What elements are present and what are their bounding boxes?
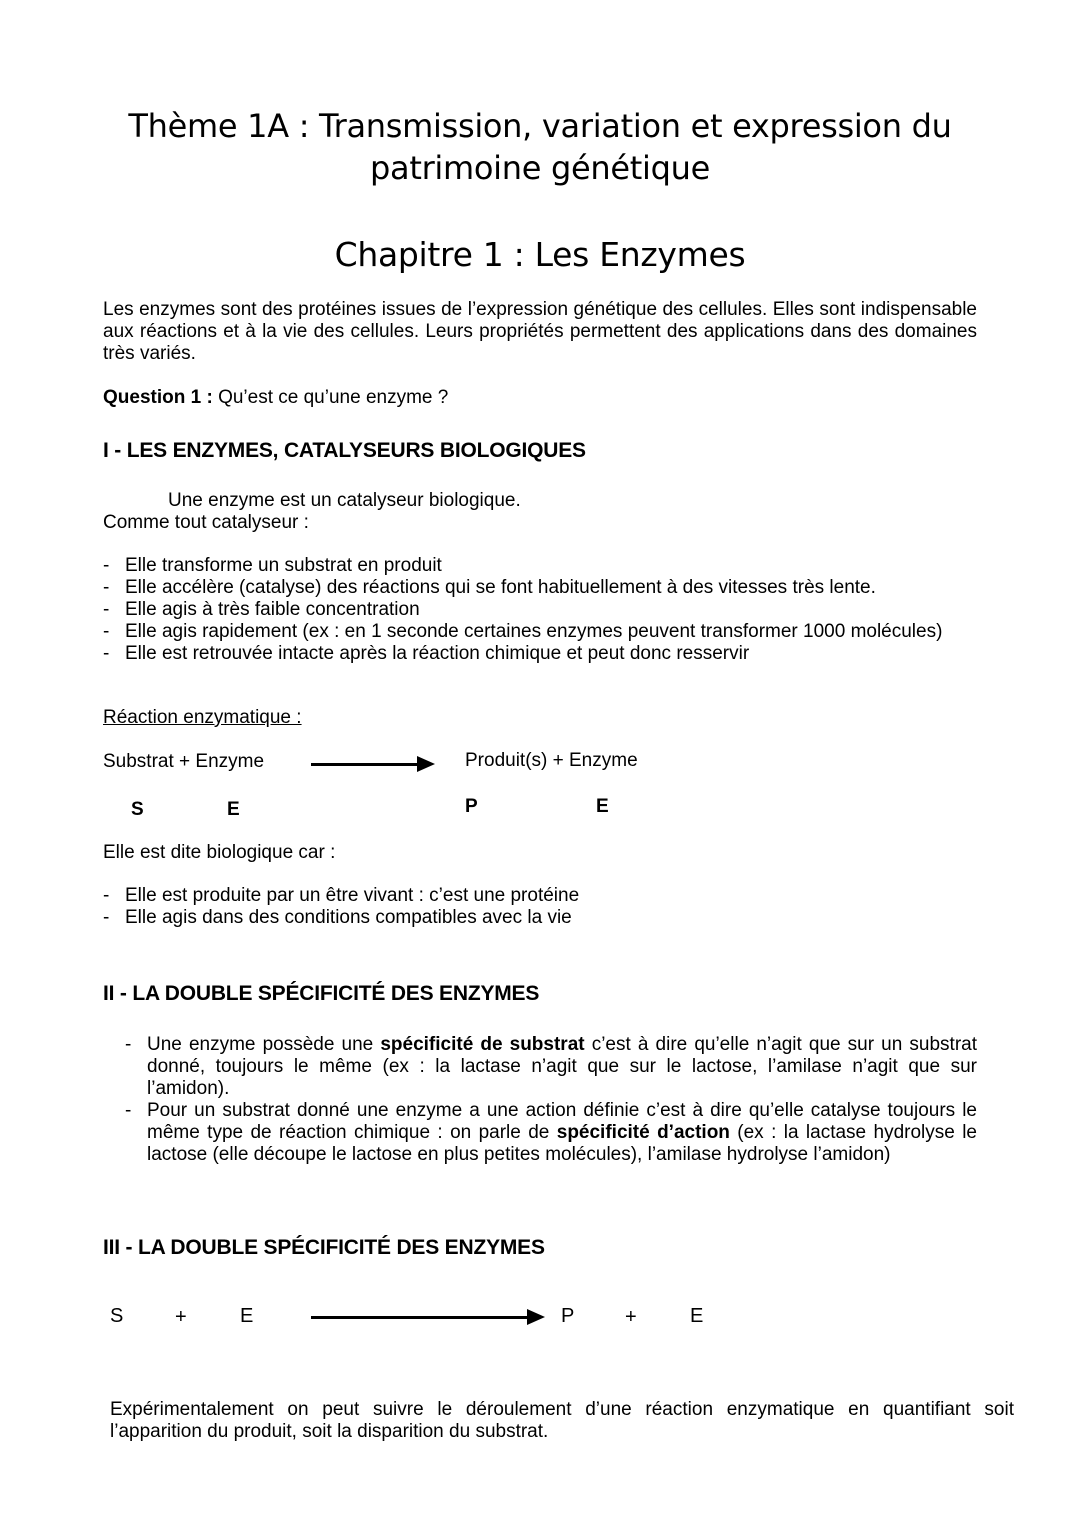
symbol-enzyme: E <box>227 799 240 820</box>
substrate-specificity-term: spécificité de substrat <box>380 1034 585 1055</box>
symbol-enzyme-2: E <box>596 796 609 817</box>
action-specificity-term: spécificité d’action <box>556 1122 730 1143</box>
chapter-title: Chapitre 1 : Les Enzymes <box>334 235 746 274</box>
list-item: - Elle agis à très faible concentration <box>103 599 420 620</box>
section2-heading: II - LA DOUBLE SPÉCIFICITÉ DES ENZYMES <box>103 982 540 1005</box>
specificity-bullet-list <box>125 1034 977 1166</box>
list-item: - Elle accélère (catalyse) des réactions qui se font habituellement à des vitesses très lente. <box>103 577 876 598</box>
intro-paragraph: Les enzymes sont des protéines issues de l’expression génétique des cellules. Elles sont indispensable aux réactions et à la vie des cellules. Leurs propriétés permettent des applications dans des domaines très variés. <box>103 299 977 364</box>
section1-definition: Une enzyme est un catalyseur biologique. <box>168 490 521 511</box>
reaction-label: Réaction enzymatique : <box>103 707 302 728</box>
question-1 <box>103 387 448 409</box>
eq-substrate: S <box>110 1305 124 1327</box>
list-item: - Elle agis rapidement (ex : en 1 seconde certaines enzymes peuvent transformer 1000 molécules) <box>103 621 943 642</box>
eq-product: P <box>561 1305 575 1327</box>
eq-plus-2: + <box>625 1306 637 1328</box>
list-item: - Elle est produite par un être vivant : c’est une protéine <box>103 885 580 906</box>
section1-intro-line: Comme tout catalyseur : <box>103 512 309 533</box>
eq-arrow <box>311 1316 529 1319</box>
eq-enzyme-2: E <box>690 1305 704 1327</box>
reaction-right: Produit(s) + Enzyme <box>465 750 638 771</box>
list-item: - Elle est retrouvée intacte après la réaction chimique et peut donc resservir <box>103 643 750 664</box>
section3-heading: III - LA DOUBLE SPÉCIFICITÉ DES ENZYMES <box>103 1236 545 1259</box>
bio-intro: Elle est dite biologique car : <box>103 842 336 863</box>
list-item: - Elle agis dans des conditions compatibles avec la vie <box>103 907 572 928</box>
question-label: Question 1 : <box>103 387 213 408</box>
conclusion-paragraph: Expérimentalement on peut suivre le déroulement d’une réaction enzymatique en quantifiant soit l’apparition du produit, soit la disparition du substrat. <box>110 1399 1014 1442</box>
list-item: - Pour un substrat donné une enzyme a une action définie c’est à dire qu’elle catalyse toujours le même type de réaction chimique : on parle de spécificité d’action (ex : la lactase hydrolyse le lactose (elle découpe le lactose en plus petites molécules), l’amilase hydrolyse l’amidon) <box>125 1100 977 1165</box>
eq-plus-1: + <box>175 1306 187 1328</box>
reaction-arrow <box>311 763 419 766</box>
bio-bullet-list <box>103 885 977 929</box>
theme-title-line1: Thème 1A : Transmission, variation et expression du <box>128 107 952 145</box>
catalyst-bullet-list <box>103 555 977 665</box>
eq-arrowhead <box>527 1309 545 1325</box>
list-item: - Elle transforme un substrat en produit <box>103 555 442 576</box>
section1-heading: I - LES ENZYMES, CATALYSEURS BIOLOGIQUES <box>103 439 586 462</box>
list-item: - Une enzyme possède une spécificité de substrat c’est à dire qu’elle n’agit que sur un substrat donné, toujours le même (ex : la lactase n’agit que sur le lactose, l’amilase n’agit que sur l’amidon). <box>125 1034 977 1099</box>
reaction-arrowhead <box>417 756 435 772</box>
symbol-substrate: S <box>131 799 144 820</box>
theme-title-line2: patrimoine génétique <box>370 149 710 187</box>
eq-enzyme: E <box>240 1305 254 1327</box>
reaction-left: Substrat + Enzyme <box>103 751 265 772</box>
question-text: Qu’est ce qu’une enzyme ? <box>212 387 449 408</box>
symbol-product: P <box>465 796 478 817</box>
